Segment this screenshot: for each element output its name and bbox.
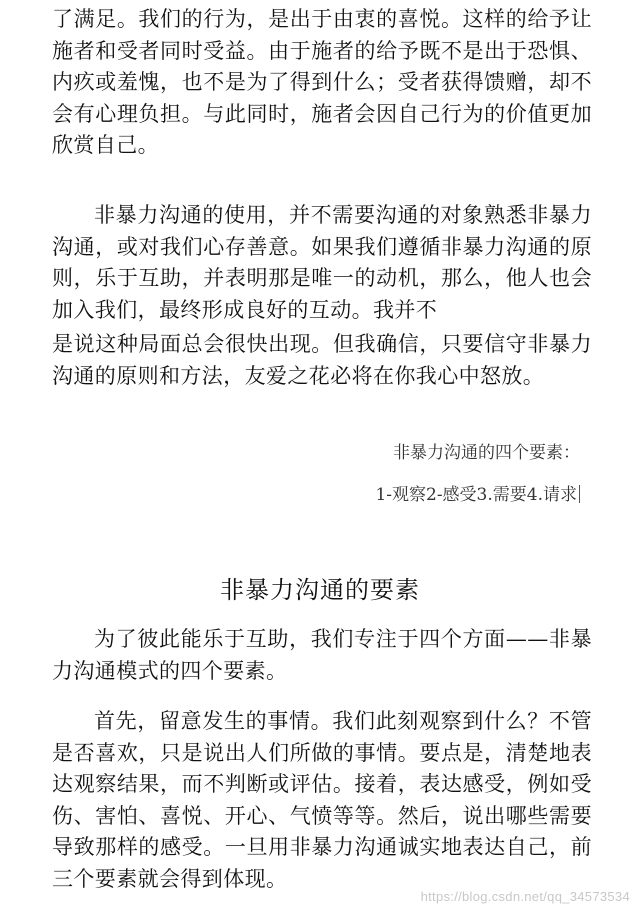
- text-cursor: [579, 485, 580, 503]
- paragraph-giving-joy: 了满足。我们的行为，是出于由衷的喜悦。这样的给予让施者和受者同时受益。由于施者的给予既不是出于恐惧、内疚或羞愧，也不是为了得到什么；受者获得馈赠，却不会有心理负担。与此同时，施者会因自己行为的价值更加欣赏自己。: [52, 7, 592, 157]
- section-heading: 非暴力沟通的要素: [220, 576, 420, 604]
- note-four-elements-list: [375, 483, 580, 507]
- note-four-elements-title: [393, 441, 580, 465]
- paragraph-first-observe: 首先，留意发生的事情。我们此刻观察到什么？不管是否喜欢，只是说出人们所做的事情。要点是，清楚地表达观察结果，而不判断或评估。接着，表达感受，例如受伤、害怕、喜悦、开心、气愤等等。然后，说出哪些需要导致那样的感受。一旦用非暴力沟通诚实地表达自己，前三个要素就会得到体现。: [52, 709, 592, 891]
- note-four-elements-list-text: 1-观察2-感受3.需要4.请求: [375, 485, 577, 505]
- note-four-elements-title-text: 非暴力沟通的四个要素：: [393, 443, 580, 463]
- paragraph-nvc-usage: 非暴力沟通的使用，并不需要沟通的对象熟悉非暴力沟通，或对我们心存善意。如果我们遵循非暴力沟通的原则，乐于互助，并表明那是唯一的动机，那么，他人也会加入我们，最终形成良好的互动。我并不: [52, 203, 592, 322]
- paragraph-nvc-confidence: 是说这种局面总会很快出现。但我确信，只要信守非暴力沟通的原则和方法，友爱之花必将在你我心中怒放。: [52, 332, 592, 388]
- paragraph-four-aspects: 为了彼此能乐于互助，我们专注于四个方面——非暴力沟通模式的四个要素。: [52, 627, 592, 683]
- watermark: https://blog.csdn.net/qq_34573534: [420, 889, 630, 904]
